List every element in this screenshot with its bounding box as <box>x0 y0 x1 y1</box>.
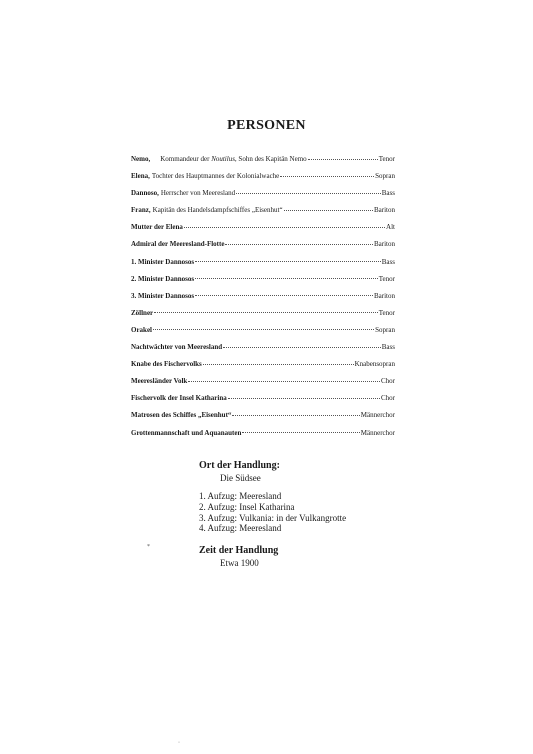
dot-leader <box>280 176 374 177</box>
cast-name: Fischervolk der Insel Katharina <box>131 394 227 403</box>
cast-row <box>131 360 395 377</box>
cast-description: Tochter des Hauptmannes der Kolonialwache <box>151 172 280 181</box>
voice-type: Chor <box>381 377 395 386</box>
cast-name: Nachtwächter von Meeresland <box>131 343 223 352</box>
dot-leader <box>188 381 380 382</box>
cast-row <box>131 172 395 189</box>
dot-leader <box>284 210 373 211</box>
cast-name: Matrosen des Schiffes „Eisenhut“ <box>131 411 232 420</box>
dot-leader <box>153 329 374 330</box>
dot-leader <box>236 193 381 194</box>
dot-leader <box>184 227 385 228</box>
cast-row <box>131 411 395 428</box>
cast-row <box>131 240 395 257</box>
cast-row <box>131 377 395 394</box>
cast-name: 1. Minister Dannosos <box>131 257 195 266</box>
voice-type: Bariton <box>374 291 395 300</box>
voice-type: Tenor <box>378 274 395 283</box>
cast-name: Orakel <box>131 325 152 334</box>
cast-name: Franz, <box>131 206 151 215</box>
cast-row <box>131 429 395 446</box>
cast-description: Herrscher von Meeresland <box>160 189 236 198</box>
voice-type: Tenor <box>378 308 395 317</box>
bottom-mark: ˘ <box>178 742 180 748</box>
voice-type: Tenor <box>378 155 395 163</box>
cast-name: 3. Minister Dannosos <box>131 291 195 300</box>
cast-description: Kapitän des Handelsdampfschiffes „Eisenhut“ <box>152 206 283 215</box>
dot-leader <box>228 398 380 399</box>
cast-name: Mutter der Elena <box>131 223 183 232</box>
place-value: Die Südsee <box>220 473 261 483</box>
cast-row <box>131 309 395 326</box>
voice-type: Bass <box>381 189 395 198</box>
cast-row <box>131 275 395 292</box>
cast-row <box>131 189 395 206</box>
cast-name: Nemo, <box>131 155 151 163</box>
cast-name: Meeresländer Volk <box>131 377 188 386</box>
voice-type: Männerchor <box>360 411 395 420</box>
voice-type: Bass <box>381 343 395 352</box>
cast-name: Grottenmannschaft und Aquanauten <box>131 428 242 437</box>
act-item: 2. Aufzug: Insel Katharina <box>199 501 295 512</box>
dot-leader <box>225 244 373 245</box>
dot-leader <box>195 261 381 262</box>
dot-leader <box>232 415 359 416</box>
cast-row <box>131 292 395 309</box>
voice-type: Alt <box>386 223 395 232</box>
time-heading: Zeit der Handlung <box>199 545 279 556</box>
cast-row <box>131 343 395 360</box>
dot-leader <box>223 347 381 348</box>
voice-type: Sopran <box>375 325 395 334</box>
cast-name: Dannoso, <box>131 189 159 198</box>
voice-type: Chor <box>381 394 395 403</box>
cast-row <box>131 258 395 275</box>
page-title: PERSONEN <box>227 118 306 133</box>
dot-leader <box>195 295 373 296</box>
voice-type: Sopran <box>375 172 395 181</box>
dot-leader <box>308 159 378 160</box>
cast-row <box>131 326 395 343</box>
margin-mark: * <box>147 544 150 550</box>
voice-type: Knabensopran <box>354 360 395 369</box>
acts-list <box>199 491 346 534</box>
cast-row <box>131 206 395 223</box>
voice-type: Bass <box>381 257 395 266</box>
dot-leader <box>195 278 378 279</box>
act-item: 1. Aufzug: Meeresland <box>199 491 282 501</box>
time-value: Etwa 1900 <box>220 558 259 568</box>
dot-leader <box>203 364 354 365</box>
cast-name: Elena, <box>131 172 150 181</box>
cast-name: Knabe des Fischervolks <box>131 360 202 369</box>
cast-description: Kommandeur der Noutilus, Sohn des Kapitän Nemo <box>160 155 307 163</box>
voice-type: Bariton <box>374 206 395 215</box>
place-heading: Ort der Handlung: <box>199 460 280 471</box>
cast-row <box>131 223 395 240</box>
voice-type: Männerchor <box>360 428 395 437</box>
voice-type: Bariton <box>374 240 395 249</box>
cast-list <box>131 155 395 446</box>
act-item: 4. Aufzug: Meeresland <box>199 523 282 534</box>
cast-row <box>131 155 395 172</box>
cast-name: Admiral der Meeresland-Flotte <box>131 240 225 249</box>
dot-leader <box>154 312 378 313</box>
cast-name: 2. Minister Dannosos <box>131 274 195 283</box>
dot-leader <box>242 432 359 433</box>
cast-name: Zöllner <box>131 308 154 317</box>
act-item: 3. Aufzug: Vulkania: in der Vulkangrotte <box>199 512 347 523</box>
cast-row <box>131 394 395 411</box>
